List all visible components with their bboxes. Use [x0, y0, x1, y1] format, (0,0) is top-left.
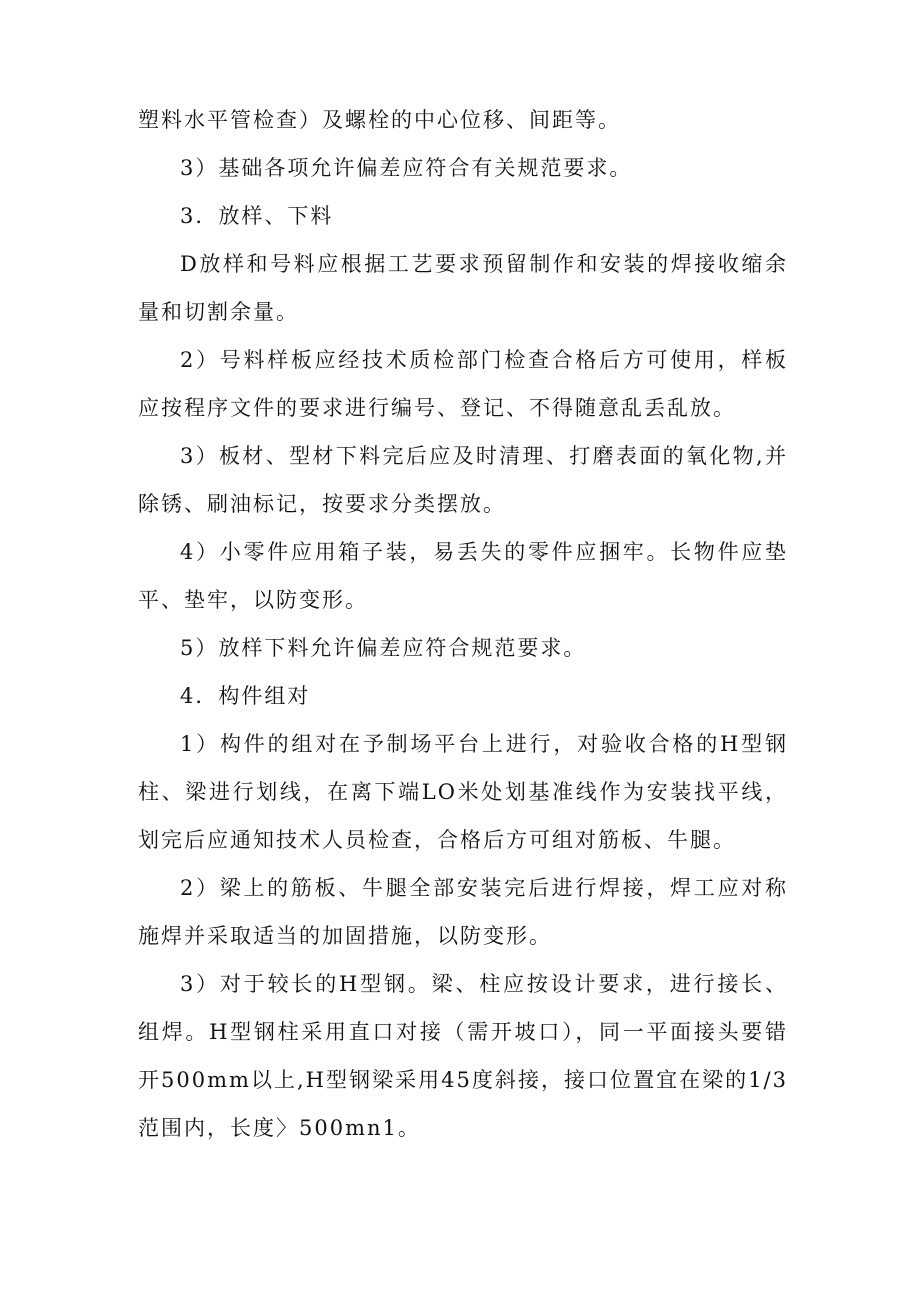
paragraph-2: 3）基础各项允许偏差应符合有关规范要求。	[180, 156, 633, 180]
paragraph-11: 2）梁上的筋板、牛腿全部安装完后进行焊接，焊工应对称施焊并采取适当的加固措施，以防变形。	[138, 876, 788, 948]
paragraph-12: 3）对于较长的H型钢。梁、柱应按设计要求，进行接长、组焊。H型钢柱采用直口对接（需开坡口），同一平面接头要错开500mm以上,H型钢梁采用45度斜接，接口位置宜在梁的1/3范围内，长度〉500mn1。	[138, 972, 788, 1140]
paragraph-6: 3）板材、型材下料完后应及时清理、打磨表面的氧化物,并除锈、刷油标记，按要求分类摆放。	[138, 444, 788, 516]
paragraph-4: D放样和号料应根据工艺要求预留制作和安装的焊接收缩余量和切割余量。	[138, 252, 788, 324]
document-body	[138, 96, 788, 1152]
paragraph-10: 1）构件的组对在予制场平台上进行，对验收合格的H型钢柱、梁进行划线，在离下端LO米处划基准线作为安装找平线，划完后应通知技术人员检查，合格后方可组对筋板、牛腿。	[138, 732, 788, 852]
paragraph-1: 塑料水平管检查）及螺栓的中心位移、间距等。	[138, 108, 621, 132]
paragraph-5: 2）号料样板应经技术质检部门检查合格后方可使用，样板应按程序文件的要求进行编号、登记、不得随意乱丢乱放。	[138, 348, 788, 420]
paragraph-7: 4）小零件应用箱子装，易丢失的零件应捆牢。长物件应垫平、垫牢，以防变形。	[138, 540, 788, 612]
section-heading-3: 3．放样、下料	[180, 204, 334, 228]
paragraph-8: 5）放样下料允许偏差应符合规范要求。	[180, 636, 587, 660]
section-heading-4: 4．构件组对	[180, 684, 311, 708]
